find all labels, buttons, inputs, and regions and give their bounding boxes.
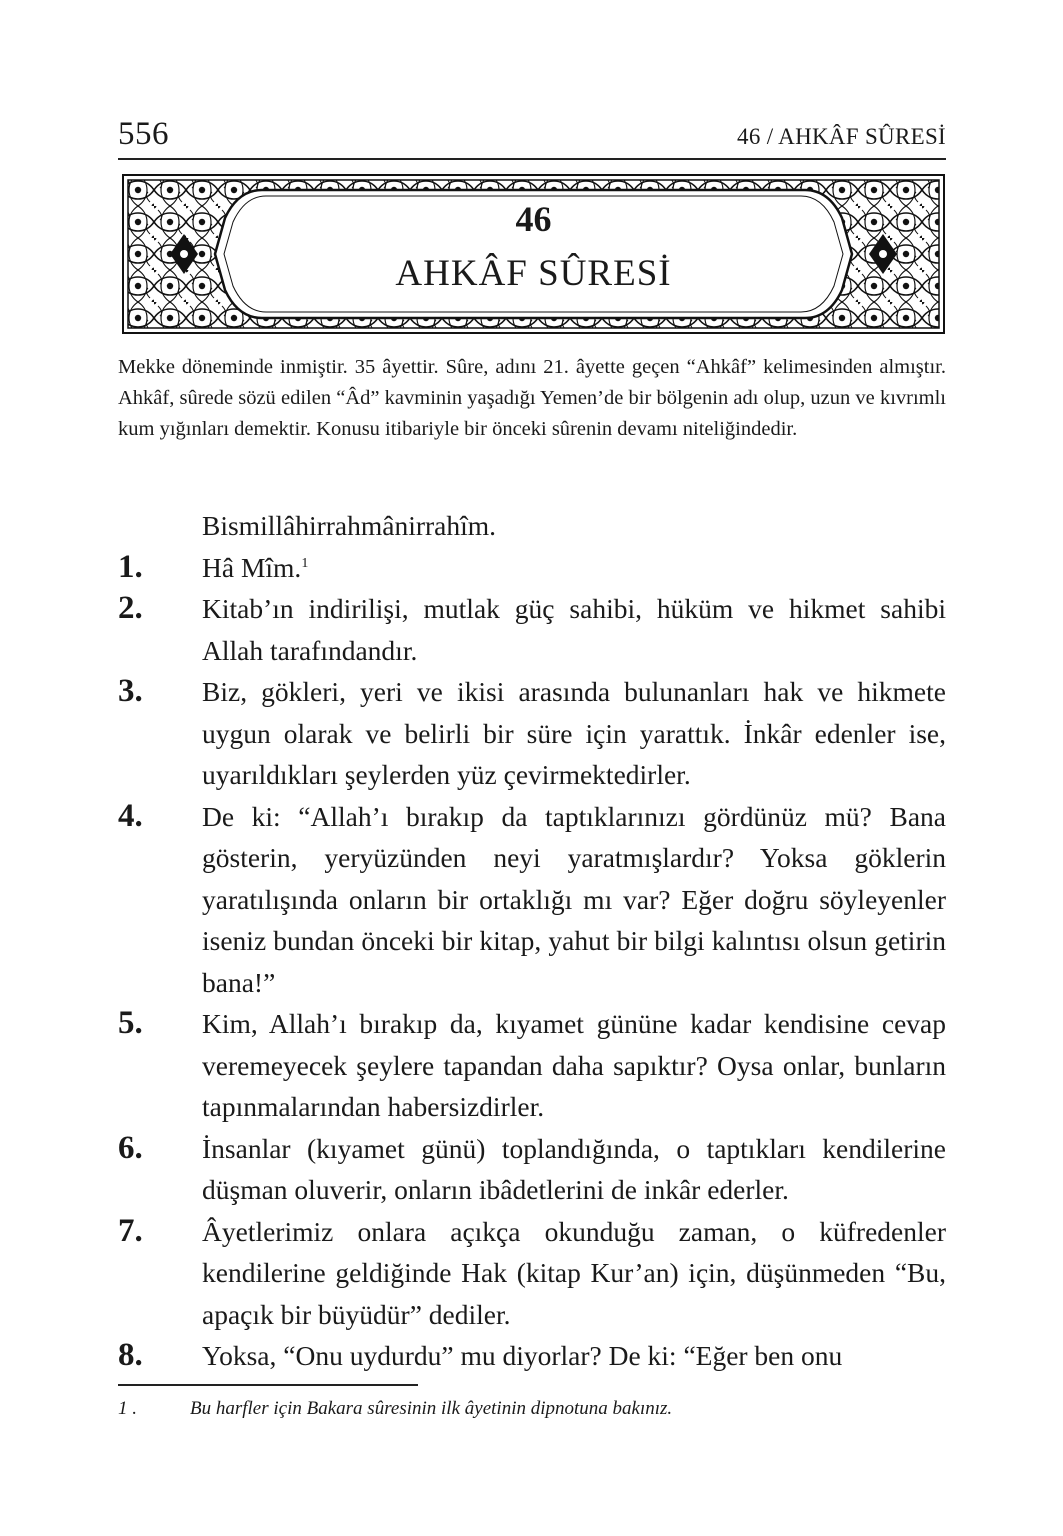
verse-number: 6. [118, 1129, 143, 1166]
footnote-number: 1 . [118, 1398, 137, 1419]
verse-text: Biz, gökleri, yeri ve ikisi arasında bulunanları hak ve hikmete uygun olarak ve belirli bir süre için yarattık. İnkâr edenler ise, uyarıldıkları şeylerden yüz çevirmektedirler. [202, 676, 946, 790]
intro-paragraph: Mekke döneminde inmiştir. 35 âyettir. Sûre, adını 21. âyette geçen “Ahkâf” kelimesinden almıştır. Ahkâf, sûrede sözü edilen “Âd” kavminin yaşadığı Yemen’de bir bölgenin adı olup, uzun ve kıvrımlı kum yığınları demektir. Konusu itibariyle bir önceki sûrenin devamı niteliğindedir. [118, 356, 946, 440]
verse-item [118, 671, 946, 796]
surah-number: 46 [515, 199, 552, 239]
verse-text: Yoksa, “Onu uydurdu” mu diyorlar? De ki: “Eğer ben onu [202, 1340, 843, 1371]
verse-number: 1. [118, 548, 143, 585]
verse-item [118, 1211, 946, 1336]
verse-text: De ki: “Allah’ı bırakıp da taptıklarınızı gördünüz mü? Bana gösterin, yeryüzünden neyi yaratmışlardır? Yoksa göklerin yaratılışında onların bir ortaklığı mı var? Eğer doğru söyleyenler iseniz bundan önceki bir kitap, yahut bir bilgi kalıntısı olsun getirin bana!” [202, 800, 946, 998]
verse-item [118, 547, 946, 589]
verse-number: 4. [118, 797, 143, 834]
page-header [118, 112, 946, 158]
verse-text: Hâ Mîm. [202, 551, 302, 583]
page-number: 556 [118, 116, 169, 152]
basmala-text: Bismillâhirrahmânirrahîm. [202, 510, 497, 541]
verse-number: 5. [118, 1005, 143, 1041]
verse-item [118, 588, 946, 671]
verse-item [118, 1128, 946, 1211]
surah-banner [122, 174, 945, 334]
verse-number: 8. [118, 1337, 143, 1373]
footnote-text: Bu harfler için Bakara sûresinin ilk âyetinin dipnotuna bakınız. [190, 1398, 673, 1419]
footnote-rule [118, 1384, 418, 1386]
verse-text: Kim, Allah’ı bırakıp da, kıyamet gününe kadar kendisine cevap veremeyecek şeylere tapandan daha sapıktır? Oysa onlar, bunların tapınmalarından habersizdirler. [202, 1008, 946, 1122]
verse-number: 3. [118, 673, 143, 709]
verse-item [118, 1003, 946, 1128]
verse-text: Kitab’ın indirilişi, mutlak güç sahibi, hüküm ve hikmet sahibi Allah tarafındandır. [202, 593, 946, 666]
verse-text: Âyetlerimiz onlara açıkça okunduğu zaman, o küfredenler kendilerine geldiğinde Hak (kitap Kur’an) için, düşünmeden “Bu, apaçık bir büyüdür” dediler. [202, 1215, 946, 1330]
header-rule [118, 158, 946, 160]
verse-item [118, 1335, 946, 1377]
footnote-ref: 1 [301, 555, 309, 571]
verse-item [118, 796, 946, 1004]
basmala [118, 505, 946, 547]
verse-list [118, 505, 946, 1377]
verse-number: 2. [118, 590, 143, 626]
verse-text: İnsanlar (kıyamet günü) toplandığında, o taptıkları kendilerine düşman oluverir, onların ibâdetlerini de inkâr ederler. [202, 1132, 946, 1205]
surah-title: AHKÂF SÛRESİ [395, 253, 672, 294]
running-title: 46 / AHKÂF SÛRESİ [737, 124, 946, 149]
verse-number: 7. [118, 1212, 143, 1249]
